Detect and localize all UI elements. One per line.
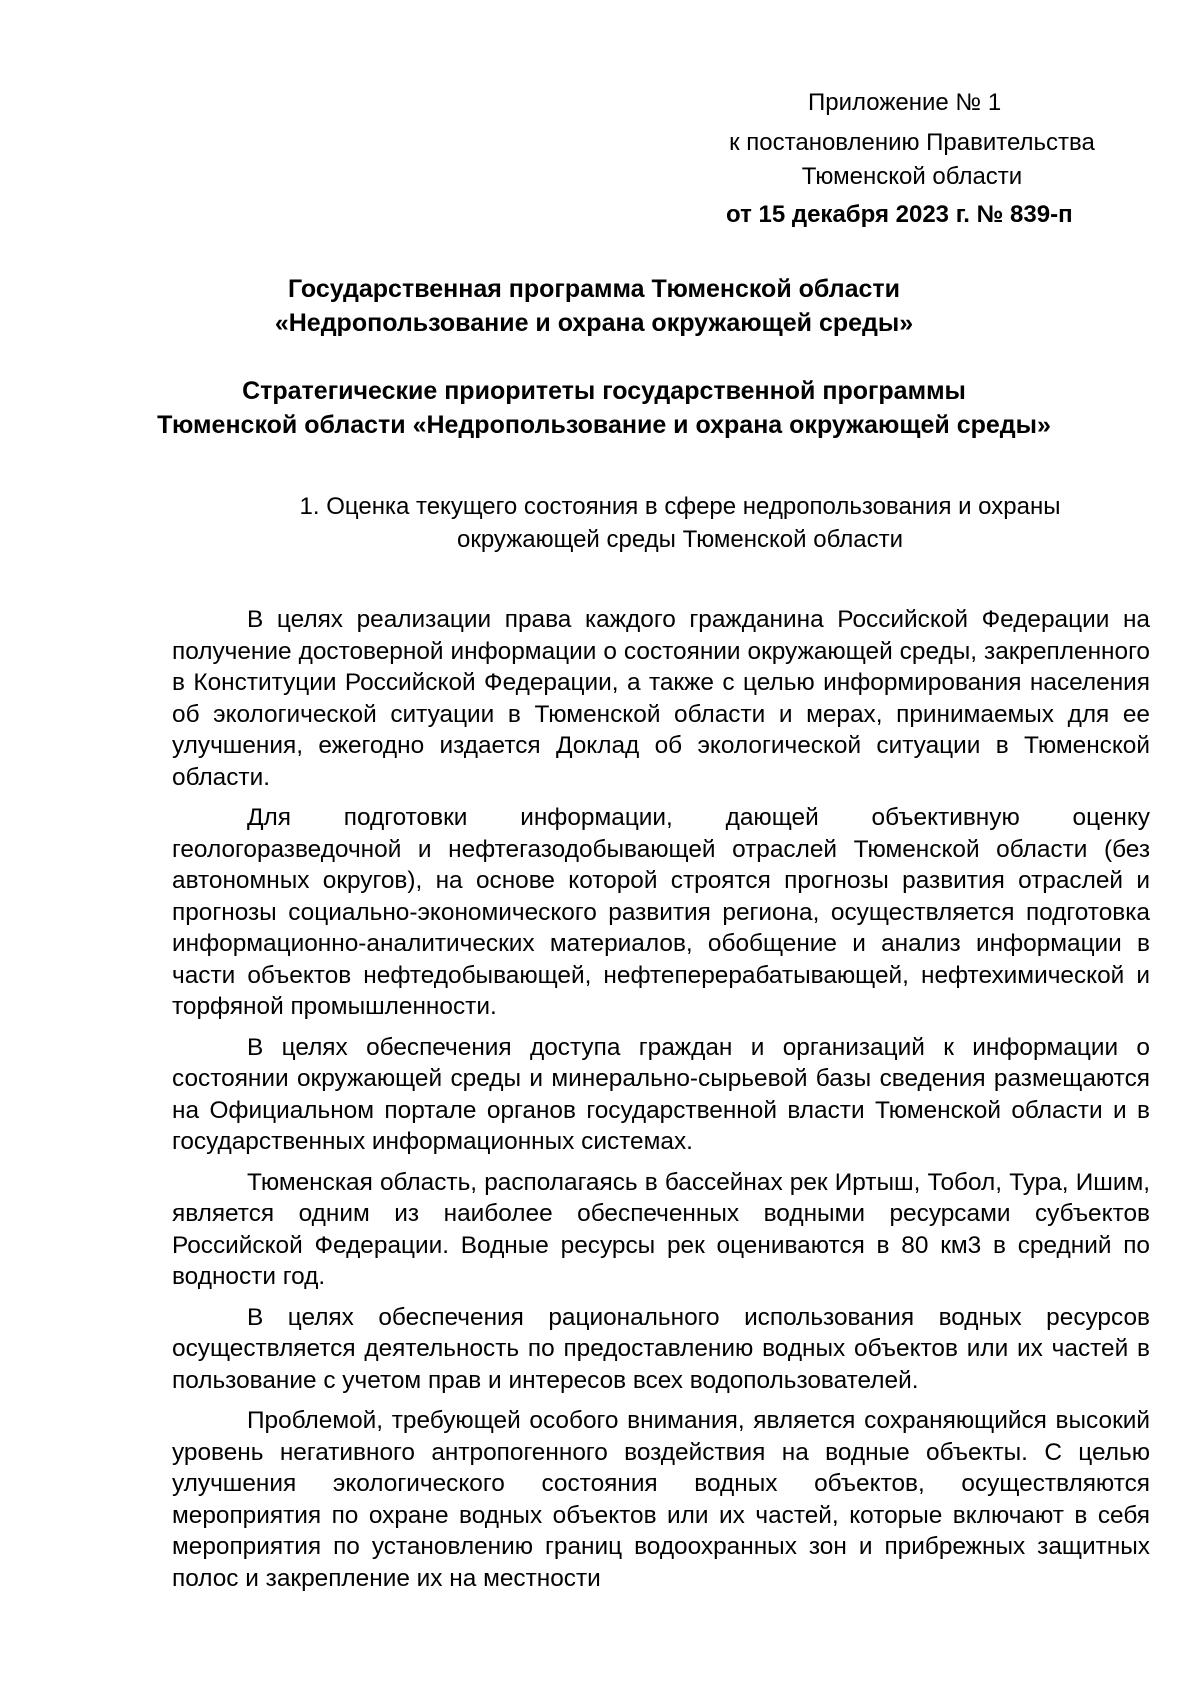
- section-heading: [180, 490, 1180, 556]
- paragraph: Для подготовки информации, дающей объективную оценку геологоразведочной и нефтегазодобывающей отраслей Тюменской области (без автономных округов), на основе которой строятся прогнозы развития отраслей и прогнозы социально-экономического развития региона, осуществляется подготовка информационно-аналитических материалов, обобщение и анализ информации в части объектов нефтедобывающей, нефтеперерабатывающей, нефтехимической и торфяной промышленности.: [172, 804, 1150, 1020]
- paragraph: В целях реализации права каждого гражданина Российской Федерации на получение достоверной информации о состоянии окружающей среды, закрепленного в Конституции Российской Федерации, а также с целью информирования населения об экологической ситуации в Тюменской области и мерах, принимаемых для ее улучшения, ежегодно издается Доклад об экологической ситуации в Тюменской области.: [172, 606, 1150, 791]
- section-heading-line: 1. Оценка текущего состояния в сфере недропользования и охраны: [299, 493, 1061, 520]
- appendix-reference: [712, 126, 1112, 194]
- decree-date: от 15 декабря 2023 г. № 839-п: [726, 201, 1073, 228]
- paragraph: Проблемой, требующей особого внимания, является сохраняющийся высокий уровень негативного антропогенного воздействия на водные объекты. С целью улучшения экологического состояния водных объектов, осуществляются мероприятия по охране водных объектов или их частей, которые включают в себя мероприятия по установлению границ водоохранных зон и прибрежных защитных полос и закрепление их на местности: [172, 1407, 1150, 1592]
- body-text: [172, 604, 1150, 1603]
- program-title: [64, 272, 1124, 340]
- appendix-reference-line: Тюменской области: [801, 163, 1023, 190]
- paragraph: В целях обеспечения рационального использования водных ресурсов осуществляется деятельность по предоставлению водных объектов или их частей в пользование с учетом прав и интересов всех водопользователей.: [172, 1303, 1150, 1394]
- priorities-title-line: Тюменской области «Недропользование и охрана окружающей среды»: [157, 411, 1051, 439]
- paragraph: Тюменская область, располагаясь в бассейнах рек Иртыш, Тобол, Тура, Ишим, является одним из наиболее обеспеченных водными ресурсами субъектов Российской Федерации. Водные ресурсы рек оцениваются в 80 км3 в средний по водности год.: [172, 1168, 1150, 1290]
- priorities-title-line: Стратегические приоритеты государственной программы: [242, 377, 966, 405]
- program-title-line: «Недропользование и охрана окружающей среды»: [274, 309, 914, 337]
- program-title-line: Государственная программа Тюменской области: [287, 275, 901, 303]
- paragraph: В целях обеспечения доступа граждан и организаций к информации о состоянии окружающей среды и минерально-сырьевой базы сведения размещаются на Официальном портале органов государственной власти Тюменской области и в государственных информационных системах.: [172, 1033, 1150, 1155]
- priorities-title: [74, 374, 1134, 442]
- section-heading-line: окружающей среды Тюменской области: [457, 526, 903, 553]
- appendix-reference-line: к постановлению Правительства: [729, 129, 1095, 156]
- appendix-number: Приложение № 1: [808, 89, 1002, 116]
